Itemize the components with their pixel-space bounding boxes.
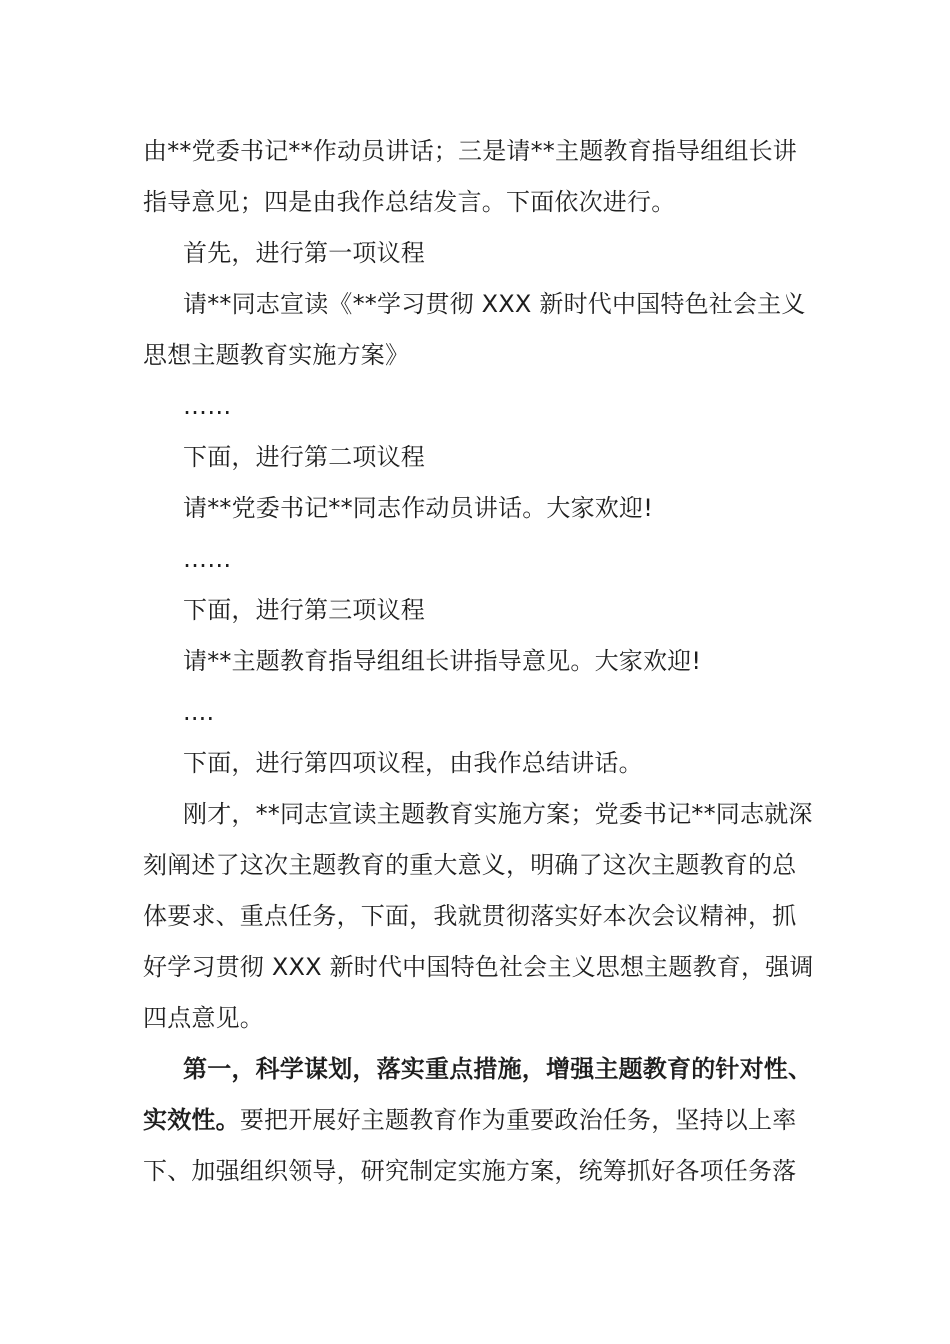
text-line: 体要求、重点任务，下面，我就贯彻落实好本次会议精神，抓	[143, 902, 797, 930]
text-line: 请**同志宣读《**学习贯彻 XXX 新时代中国特色社会主义	[183, 290, 806, 318]
point-1-body: 要把开展好主题教育作为重要政治任务，坚持以上率	[239, 1106, 797, 1134]
text-line: 由**党委书记**作动员讲话；三是请**主题教育指导组组长讲	[143, 137, 797, 165]
agenda-item-2-heading: 下面，进行第二项议程	[183, 443, 425, 471]
document-body	[143, 126, 814, 1197]
text-line: 下、加强组织领导，研究制定实施方案，统筹抓好各项任务落	[143, 1157, 797, 1185]
text-line: 思想主题教育实施方案》	[143, 341, 410, 369]
text-line	[143, 1095, 808, 1146]
agenda-item-4-heading: 下面，进行第四项议程，由我作总结讲话。	[183, 749, 643, 777]
text-line: 好学习贯彻 XXX 新时代中国特色社会主义思想主题教育，强调	[143, 953, 814, 981]
agenda-item-1-heading: 首先，进行第一项议程	[183, 239, 425, 267]
text-line: 刚才，**同志宣读主题教育实施方案；党委书记**同志就深	[183, 800, 813, 828]
text-line: 请**主题教育指导组组长讲指导意见。大家欢迎!	[183, 647, 702, 675]
text-line: 请**党委书记**同志作动员讲话。大家欢迎!	[183, 494, 654, 522]
ellipsis-line: ……	[183, 392, 232, 420]
point-1-heading-end: 实效性。	[143, 1106, 240, 1134]
ellipsis-line: ....	[183, 698, 215, 726]
ellipsis-line: ……	[183, 545, 232, 573]
text-line: 刻阐述了这次主题教育的重大意义，明确了这次主题教育的总	[143, 851, 797, 879]
agenda-item-3-heading: 下面，进行第三项议程	[183, 596, 425, 624]
text-line: 指导意见；四是由我作总结发言。下面依次进行。	[143, 188, 676, 216]
point-1-heading: 第一，科学谋划，落实重点措施，增强主题教育的针对性、	[183, 1055, 813, 1083]
text-line: 四点意见。	[143, 1004, 264, 1032]
